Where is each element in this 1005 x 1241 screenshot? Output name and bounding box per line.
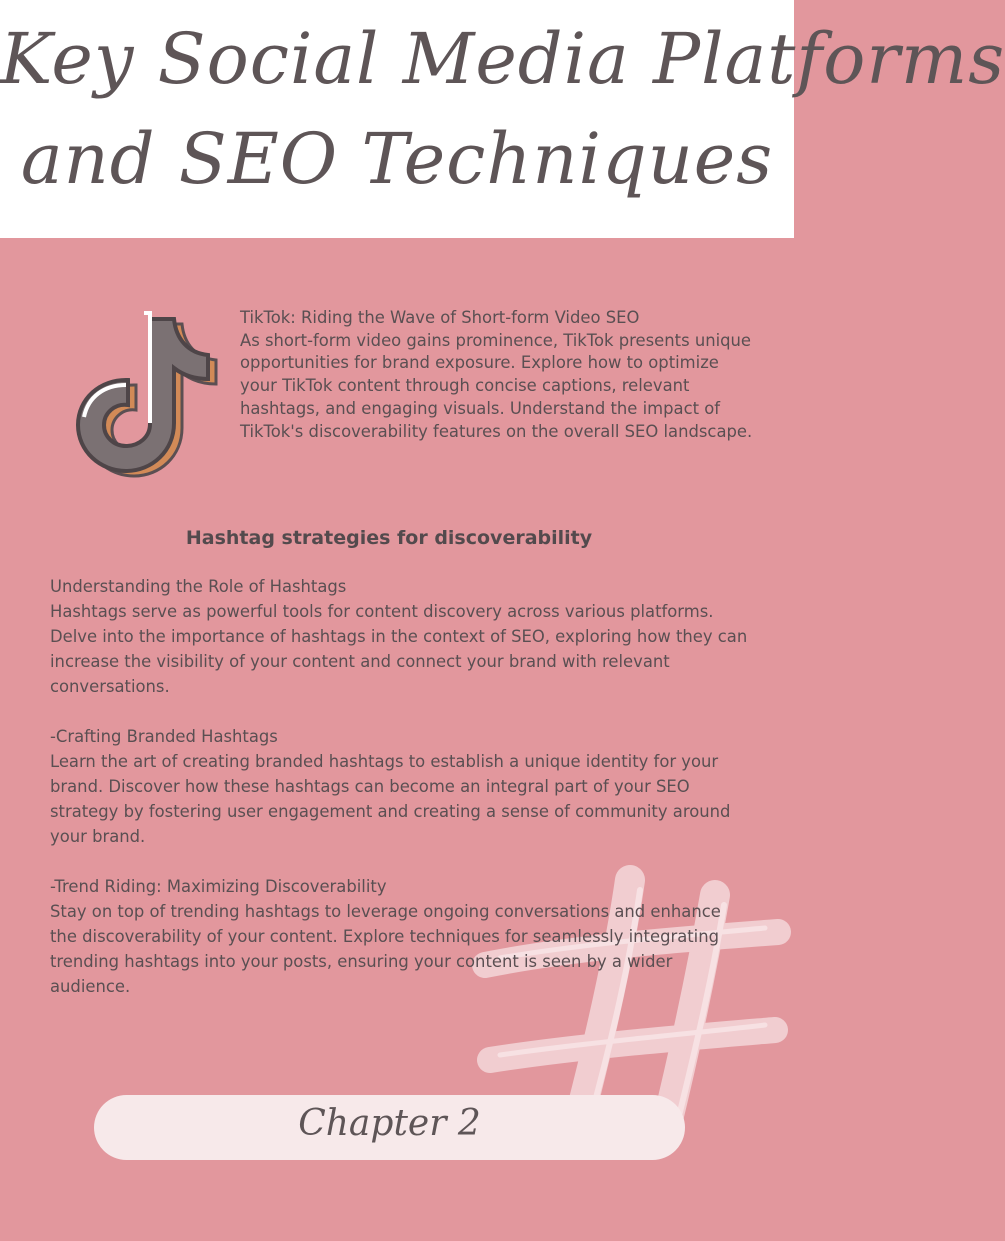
paragraph-title: -Trend Riding: Maximizing Discoverability	[50, 877, 387, 896]
title-header	[0, 0, 1005, 238]
paragraph-body: Hashtags serve as powerful tools for content discovery across various platforms. Delve into the importance of hashtags in the context of SEO, exploring how they can increase the visibility of your content and connect your brand with relevant conversations.	[50, 602, 748, 696]
paragraph-body: Stay on top of trending hashtags to leverage ongoing conversations and enhance the discoverability of your content. Explore techniques for seamlessly integrating trending hashtags into your posts, ensuring your content is seen by a wider audience.	[50, 902, 721, 996]
paragraph-body: Learn the art of creating branded hashtags to establish a unique identity for your brand. Discover how these hashtags can become an integral part of your SEO strategy by fostering user engagement and creating a sense of community around your brand.	[50, 752, 731, 846]
tiktok-heading: TikTok: Riding the Wave of Short-form Video SEO	[240, 308, 640, 327]
chapter-label: Chapter 2	[298, 1103, 481, 1144]
hashtag-strategies-body	[50, 574, 750, 999]
chapter-badge	[94, 1095, 685, 1160]
paragraph-title: Understanding the Role of Hashtags	[50, 577, 347, 596]
paragraph-title: -Crafting Branded Hashtags	[50, 727, 278, 746]
section-heading: Hashtag strategies for discoverability	[185, 527, 593, 549]
tiktok-logo-icon	[64, 305, 214, 475]
page-title-line-1: Key Social Media Platforms	[0, 18, 1005, 100]
tiktok-body: As short-form video gains prominence, TikTok presents unique opportunities for brand exposure. Explore how to optimize your TikTok content through concise captions, relevant hashtags, and engaging visuals. Understand the impact of TikTok's discoverability features on the overall SEO landscape.	[240, 330, 753, 441]
page-title-line-2: and SEO Techniques	[20, 118, 774, 200]
tiktok-section	[240, 307, 760, 443]
